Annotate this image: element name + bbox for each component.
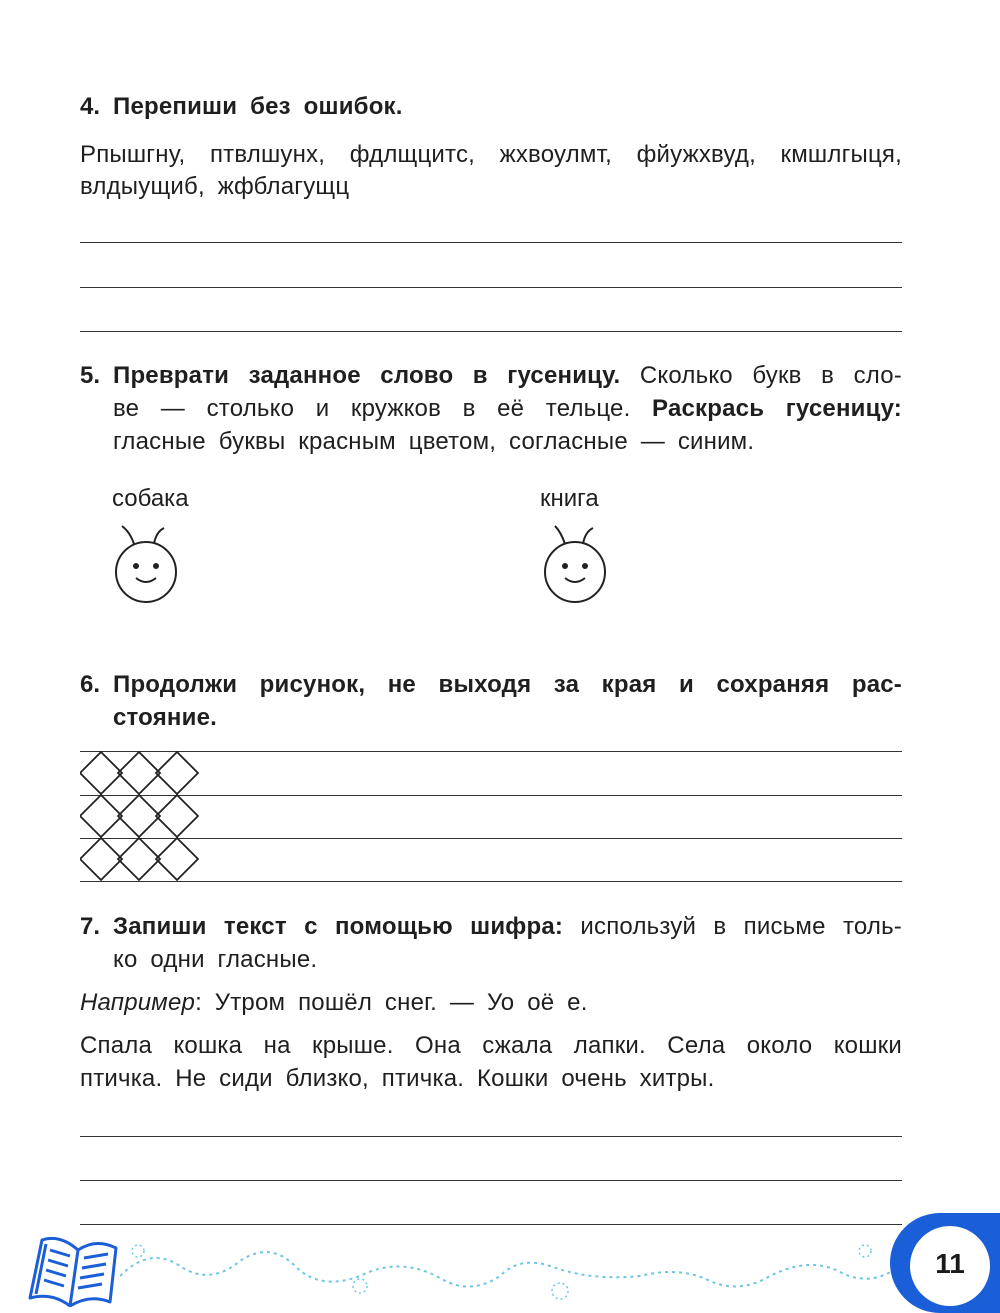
task-5-text-2: ве — столько и кружков в её тельце. xyxy=(113,395,653,422)
task-6-number: 6. xyxy=(80,671,101,698)
decorative-dotted-swirl xyxy=(120,1236,900,1307)
task-7-passage-line-2: птичка. Не сиди близко, птичка. Кошки очень хитры. xyxy=(80,1065,715,1092)
task-7-instruction-text: используй в письме толь- xyxy=(563,913,902,940)
task-7-instruction-bold: Запиши текст с помощью шифра: xyxy=(113,913,564,940)
task-5-instruction-bold: Преврати заданное слово в гусеницу. xyxy=(113,362,621,389)
page-number: 11 xyxy=(935,1248,965,1279)
task-4-number: 4. xyxy=(80,93,101,120)
word-sobaka: собака xyxy=(112,485,189,512)
caterpillar-head-icon[interactable] xyxy=(108,516,184,606)
task-4-letters-line-2: влдыущиб, жфблагущц xyxy=(80,173,350,200)
task-7-passage-line-1: Спала кошка на крыше. Она сжала лапки. Села около кошки xyxy=(80,1032,902,1059)
open-book-icon xyxy=(20,1228,130,1307)
writing-line[interactable] xyxy=(80,331,902,332)
writing-line[interactable] xyxy=(80,1224,902,1225)
writing-line[interactable] xyxy=(80,287,902,288)
task-5-line-1 xyxy=(113,359,902,392)
task-5-line-2 xyxy=(113,392,902,425)
task-5-line-3: гласные буквы красным цветом, согласные — синим. xyxy=(113,428,755,455)
task-5-color-instruction: Раскрась гусеницу: xyxy=(652,395,902,422)
example-text: : Утром пошёл снег. — Уо оё е. xyxy=(195,989,588,1016)
diamond-pattern[interactable] xyxy=(80,751,902,882)
task-4-letters-line-1: Рпышгну, птвлшунх, фдлщцитс, жхвоулмт, фйужхвуд, кмшлгыця, xyxy=(80,141,902,168)
caterpillar-head-icon[interactable] xyxy=(537,516,613,606)
writing-line[interactable] xyxy=(80,1180,902,1181)
task-5-number: 5. xyxy=(80,362,101,389)
task-5-instruction-text: Сколько букв в сло- xyxy=(620,362,902,389)
task-7-line-2: ко одни гласные. xyxy=(113,946,318,973)
writing-line[interactable] xyxy=(80,242,902,243)
task-6-line-2: стояние. xyxy=(113,704,217,731)
writing-line[interactable] xyxy=(80,1136,902,1137)
task-4-title: Перепиши без ошибок. xyxy=(113,93,403,120)
word-kniga: книга xyxy=(540,485,599,512)
task-7-line-1 xyxy=(113,910,902,943)
task-6-line-1: Продолжи рисунок, не выходя за края и сохраняя рас- xyxy=(113,671,902,698)
task-7-number: 7. xyxy=(80,913,101,940)
example-label: Например xyxy=(80,989,196,1016)
task-7-example xyxy=(80,986,588,1019)
